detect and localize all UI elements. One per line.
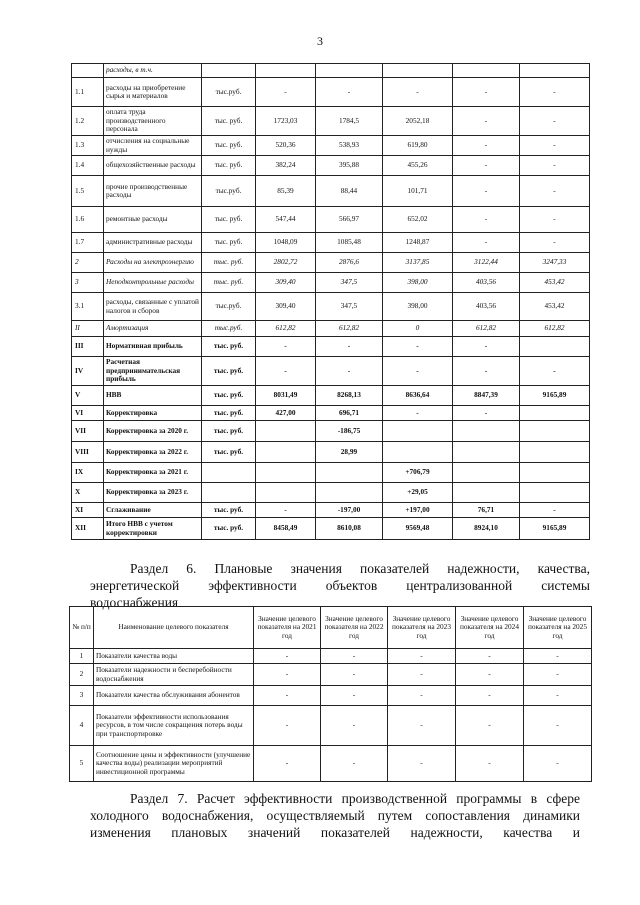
indicator-value: - [254, 686, 321, 706]
table-row [72, 273, 590, 293]
row-number: 3 [72, 273, 104, 293]
value-2023 [383, 442, 453, 463]
table-row [72, 107, 590, 136]
value-2023: - [383, 357, 453, 386]
row-name: расходы, в т.ч. [104, 64, 202, 78]
value-2022: 566,97 [316, 207, 383, 233]
table-row [72, 253, 590, 273]
value-2022: 612,82 [316, 321, 383, 337]
row-unit: тыс. руб. [202, 337, 256, 357]
indicator-value: - [456, 746, 524, 782]
value-2022: - [316, 78, 383, 107]
indicator-value: - [456, 664, 524, 686]
value-2021 [256, 421, 316, 442]
value-2023: - [383, 406, 453, 421]
value-2025: 9165,89 [520, 386, 590, 406]
table-row [72, 421, 590, 442]
value-2022: -186,75 [316, 421, 383, 442]
row-name: прочие производственные расходы [104, 176, 202, 207]
value-2021: - [256, 337, 316, 357]
value-2024: 403,56 [453, 293, 520, 321]
row-number: 1.3 [72, 136, 104, 156]
row-unit: тыс. руб. [202, 136, 256, 156]
table-row [70, 706, 592, 746]
row-name: НВВ [104, 386, 202, 406]
column-header: Значение целевого показателя на 2024 год [456, 607, 524, 649]
value-2024: - [453, 136, 520, 156]
value-2021: 1048,09 [256, 233, 316, 253]
value-2022: -197,00 [316, 503, 383, 518]
value-2022: 395,88 [316, 156, 383, 176]
value-2024: - [453, 156, 520, 176]
section-6-line-3: водоснабжения [90, 595, 179, 610]
row-unit: тыс. руб. [202, 253, 256, 273]
row-name: Корректировка за 2020 г. [104, 421, 202, 442]
section-7-line-3: изменения плановых значений показателей надежности, качества и [90, 825, 580, 840]
value-2023: +706,79 [383, 463, 453, 483]
value-2022: 2876,6 [316, 253, 383, 273]
section-7-heading [90, 790, 580, 841]
row-name: Корректировка за 2021 г. [104, 463, 202, 483]
indicator-value: - [254, 746, 321, 782]
column-header: Значение целевого показателя на 2023 год [388, 607, 456, 649]
value-2024: 8924,10 [453, 518, 520, 540]
indicator-value: - [321, 706, 388, 746]
row-name: Нормативная прибыль [104, 337, 202, 357]
row-number: VI [72, 406, 104, 421]
value-2021: 8031,49 [256, 386, 316, 406]
row-unit: тыс. руб. [202, 518, 256, 540]
value-2022: - [316, 357, 383, 386]
value-2021: 1723,03 [256, 107, 316, 136]
value-2022 [316, 483, 383, 503]
indicator-name: Показатели качества обслуживания абонентов [94, 686, 254, 706]
value-2022: - [316, 337, 383, 357]
row-number: 5 [70, 746, 94, 782]
value-2024 [453, 64, 520, 78]
row-number: 1.5 [72, 176, 104, 207]
section-7-line-1: Раздел 7. Расчет эффективности производственной программы в сфере [130, 791, 580, 806]
value-2022: 8610,08 [316, 518, 383, 540]
value-2023: 398,00 [383, 293, 453, 321]
row-name: расходы на приобретение сырья и материалов [104, 78, 202, 107]
table-row [72, 321, 590, 337]
value-2023: 3137,85 [383, 253, 453, 273]
row-number: 3 [70, 686, 94, 706]
table-row [72, 136, 590, 156]
column-header: Значение целевого показателя на 2025 год [524, 607, 592, 649]
value-2024: 3122,44 [453, 253, 520, 273]
value-2021: 85,39 [256, 176, 316, 207]
value-2025 [520, 406, 590, 421]
row-name: Корректировка за 2023 г. [104, 483, 202, 503]
row-name: Амортизация [104, 321, 202, 337]
row-name: Корректировка за 2022 г. [104, 442, 202, 463]
row-name: расходы, связанные с уплатой налогов и сборов [104, 293, 202, 321]
row-unit: тыс. руб. [202, 233, 256, 253]
value-2024: - [453, 406, 520, 421]
table-row [72, 442, 590, 463]
table-row [72, 207, 590, 233]
row-number: VIII [72, 442, 104, 463]
value-2023 [383, 64, 453, 78]
row-unit: тыс. руб. [202, 156, 256, 176]
row-unit: тыс. руб. [202, 442, 256, 463]
value-2021: 2802,72 [256, 253, 316, 273]
section-6-line-1: Раздел 6. Плановые значения показателей надежности, качества, [130, 561, 590, 576]
value-2025: 3247,33 [520, 253, 590, 273]
value-2024: - [453, 207, 520, 233]
value-2021: - [256, 503, 316, 518]
row-unit: тыс.руб. [202, 176, 256, 207]
value-2024: 403,56 [453, 273, 520, 293]
value-2025: - [520, 136, 590, 156]
value-2024 [453, 442, 520, 463]
value-2024: - [453, 357, 520, 386]
value-2022: 88,44 [316, 176, 383, 207]
column-header: Значение целевого показателя на 2022 год [321, 607, 388, 649]
value-2025: - [520, 503, 590, 518]
value-2025: - [520, 107, 590, 136]
indicator-value: - [524, 706, 592, 746]
value-2025: 9165,89 [520, 518, 590, 540]
indicator-value: - [321, 649, 388, 664]
value-2024: 8847,39 [453, 386, 520, 406]
indicator-value: - [254, 649, 321, 664]
indicator-value: - [524, 664, 592, 686]
column-header: № п/п [70, 607, 94, 649]
row-unit: тыс. руб. [202, 386, 256, 406]
row-number: 1.1 [72, 78, 104, 107]
row-unit [202, 483, 256, 503]
indicator-value: - [524, 649, 592, 664]
indicator-value: - [321, 686, 388, 706]
value-2023: - [383, 337, 453, 357]
indicator-value: - [388, 664, 456, 686]
indicator-name: Соотношение цены и эффективности (улучшение качества воды) реализации мероприятий инвестиционной программы [94, 746, 254, 782]
row-name: общехозяйственные расходы [104, 156, 202, 176]
value-2025: 612,82 [520, 321, 590, 337]
indicator-value: - [254, 706, 321, 746]
row-unit: тыс.руб. [202, 321, 256, 337]
value-2023: - [383, 78, 453, 107]
indicator-value: - [321, 664, 388, 686]
value-2021 [256, 463, 316, 483]
value-2025 [520, 337, 590, 357]
indicator-value: - [456, 706, 524, 746]
indicator-name: Показатели надежности и бесперебойности водоснабжения [94, 664, 254, 686]
column-header: Значение целевого показателя на 2021 год [254, 607, 321, 649]
row-unit: тыс.руб. [202, 78, 256, 107]
row-name: отчисления на социальные нужды [104, 136, 202, 156]
value-2025: - [520, 233, 590, 253]
indicator-name: Показатели эффективности использования ресурсов, в том числе сокращения потерь воды при транспортировке [94, 706, 254, 746]
row-number: VII [72, 421, 104, 442]
value-2021 [256, 483, 316, 503]
table-row [70, 664, 592, 686]
row-unit [202, 463, 256, 483]
row-number: 1.4 [72, 156, 104, 176]
table-row [72, 503, 590, 518]
row-unit [202, 64, 256, 78]
value-2025 [520, 421, 590, 442]
value-2023: 0 [383, 321, 453, 337]
row-number: 2 [72, 253, 104, 273]
value-2022: 1784,5 [316, 107, 383, 136]
row-number: II [72, 321, 104, 337]
value-2024: - [453, 233, 520, 253]
value-2022: 538,93 [316, 136, 383, 156]
row-number: V [72, 386, 104, 406]
row-number: 2 [70, 664, 94, 686]
section-6-line-2: энергетической эффективности объектов централизованной системы [90, 578, 590, 593]
row-name: Расчетная предпринимательская прибыль [104, 357, 202, 386]
row-name: оплата труда производственного персонала [104, 107, 202, 136]
value-2025 [520, 64, 590, 78]
indicator-name: Показатели качества воды [94, 649, 254, 664]
row-number: 1.2 [72, 107, 104, 136]
table-row [72, 406, 590, 421]
value-2024: 612,82 [453, 321, 520, 337]
row-name: Неподконтрольные расходы [104, 273, 202, 293]
value-2023: 9569,48 [383, 518, 453, 540]
value-2021: - [256, 78, 316, 107]
value-2023: +197,00 [383, 503, 453, 518]
value-2023: 398,00 [383, 273, 453, 293]
table-row [72, 293, 590, 321]
table-row [72, 233, 590, 253]
value-2024: 76,71 [453, 503, 520, 518]
table-row [70, 746, 592, 782]
indicator-value: - [321, 746, 388, 782]
value-2022: 1085,48 [316, 233, 383, 253]
value-2021: 547,44 [256, 207, 316, 233]
section-7-line-2: холодного водоснабжения, осуществляемый путем сопоставления динамики [90, 808, 580, 823]
table-row [70, 649, 592, 664]
row-number: 4 [70, 706, 94, 746]
row-number: 1 [70, 649, 94, 664]
value-2025: - [520, 156, 590, 176]
value-2024: - [453, 107, 520, 136]
table-row [72, 386, 590, 406]
value-2024: - [453, 78, 520, 107]
page-number: 3 [317, 34, 323, 48]
value-2023: 455,26 [383, 156, 453, 176]
row-unit: тыс. руб. [202, 107, 256, 136]
value-2023: 101,71 [383, 176, 453, 207]
row-name: административные расходы [104, 233, 202, 253]
indicator-value: - [388, 706, 456, 746]
value-2025: - [520, 176, 590, 207]
indicator-value: - [388, 746, 456, 782]
table-row [70, 686, 592, 706]
row-number: IX [72, 463, 104, 483]
value-2021: 309,40 [256, 273, 316, 293]
value-2022: 347,5 [316, 273, 383, 293]
row-name: ремонтные расходы [104, 207, 202, 233]
row-name: Итого НВВ с учетом корректировки [104, 518, 202, 540]
indicator-value: - [456, 686, 524, 706]
value-2021: 427,00 [256, 406, 316, 421]
value-2025 [520, 442, 590, 463]
row-number: 1.7 [72, 233, 104, 253]
row-number: X [72, 483, 104, 503]
row-unit: тыс. руб. [202, 357, 256, 386]
indicator-value: - [456, 649, 524, 664]
value-2024 [453, 463, 520, 483]
row-number: 3.1 [72, 293, 104, 321]
indicator-value: - [388, 649, 456, 664]
value-2022: 8268,13 [316, 386, 383, 406]
row-number: XI [72, 503, 104, 518]
value-2024: - [453, 337, 520, 357]
table-row [72, 463, 590, 483]
table-row [72, 176, 590, 207]
value-2022 [316, 64, 383, 78]
value-2025: 453,42 [520, 293, 590, 321]
table-row [72, 483, 590, 503]
table-row [72, 156, 590, 176]
value-2021: - [256, 357, 316, 386]
financial-table [71, 63, 590, 540]
indicator-value: - [524, 746, 592, 782]
value-2025: - [520, 207, 590, 233]
section-6-heading [90, 560, 590, 611]
value-2024 [453, 421, 520, 442]
row-number [72, 64, 104, 78]
row-number: IV [72, 357, 104, 386]
value-2021: 382,24 [256, 156, 316, 176]
value-2023: 2052,18 [383, 107, 453, 136]
value-2024 [453, 483, 520, 503]
row-name: Расходы на электроэнергию [104, 253, 202, 273]
value-2023: 619,80 [383, 136, 453, 156]
row-unit: тыс. руб. [202, 421, 256, 442]
value-2025 [520, 463, 590, 483]
row-unit: тыс. руб. [202, 406, 256, 421]
value-2023: +29,05 [383, 483, 453, 503]
value-2021: 520,36 [256, 136, 316, 156]
value-2023: 8636,64 [383, 386, 453, 406]
row-number: III [72, 337, 104, 357]
value-2024: - [453, 176, 520, 207]
value-2022: 28,99 [316, 442, 383, 463]
row-name: Корректировка [104, 406, 202, 421]
value-2022: 347,5 [316, 293, 383, 321]
row-number: 1.6 [72, 207, 104, 233]
table-row [72, 518, 590, 540]
value-2021 [256, 442, 316, 463]
value-2021 [256, 64, 316, 78]
value-2023: 652,02 [383, 207, 453, 233]
column-header: Наименование целевого показателя [94, 607, 254, 649]
row-unit: тыс. руб. [202, 273, 256, 293]
value-2023: 1248,87 [383, 233, 453, 253]
value-2022 [316, 463, 383, 483]
table-row [72, 357, 590, 386]
value-2021: 8458,49 [256, 518, 316, 540]
row-number: XII [72, 518, 104, 540]
indicator-value: - [254, 664, 321, 686]
value-2021: 612,82 [256, 321, 316, 337]
value-2025: - [520, 357, 590, 386]
value-2021: 309,40 [256, 293, 316, 321]
table-row [72, 337, 590, 357]
indicator-value: - [524, 686, 592, 706]
value-2025: 453,42 [520, 273, 590, 293]
row-unit: тыс. руб. [202, 207, 256, 233]
value-2022: 696,71 [316, 406, 383, 421]
row-unit: тыс.руб. [202, 293, 256, 321]
table-row [72, 78, 590, 107]
value-2025 [520, 483, 590, 503]
target-indicators-table [69, 606, 592, 782]
row-unit: тыс. руб. [202, 503, 256, 518]
value-2025: - [520, 78, 590, 107]
indicator-value: - [388, 686, 456, 706]
value-2023 [383, 421, 453, 442]
row-name: Сглаживание [104, 503, 202, 518]
table-row [72, 64, 590, 78]
